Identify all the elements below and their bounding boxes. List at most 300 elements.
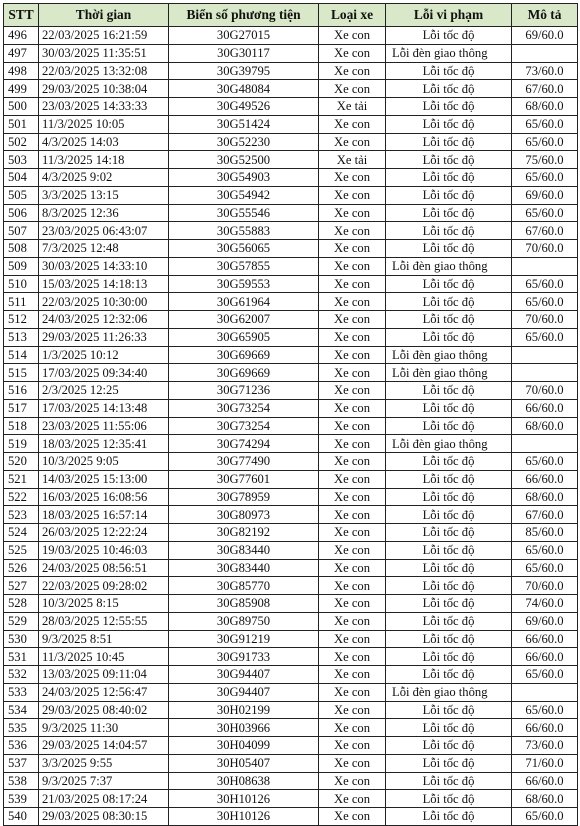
cell-description: 66/60.0 bbox=[512, 648, 578, 666]
cell-vehicle-type: Xe con bbox=[319, 257, 386, 275]
cell-vehicle-type: Xe con bbox=[319, 240, 386, 258]
cell-vehicle-type: Xe con bbox=[319, 648, 386, 666]
cell-time: 17/03/2025 09:34:40 bbox=[39, 364, 169, 382]
cell-description bbox=[512, 257, 578, 275]
cell-time: 9/3/2025 11:30 bbox=[39, 719, 169, 737]
cell-time: 19/03/2025 10:46:03 bbox=[39, 541, 169, 559]
cell-time: 29/03/2025 14:04:57 bbox=[39, 737, 169, 755]
cell-vehicle-type: Xe con bbox=[319, 133, 386, 151]
cell-plate: 30G55546 bbox=[169, 204, 319, 222]
cell-violation: Lỗi tốc độ bbox=[386, 772, 512, 790]
cell-time: 28/03/2025 12:55:55 bbox=[39, 612, 169, 630]
cell-stt: 539 bbox=[4, 790, 39, 808]
cell-plate: 30G30117 bbox=[169, 44, 319, 62]
cell-vehicle-type: Xe con bbox=[319, 612, 386, 630]
cell-violation: Lỗi tốc độ bbox=[386, 666, 512, 684]
cell-plate: 30G80973 bbox=[169, 506, 319, 524]
table-row bbox=[4, 80, 578, 98]
cell-vehicle-type: Xe con bbox=[319, 506, 386, 524]
cell-time: 3/3/2025 9:55 bbox=[39, 754, 169, 772]
cell-stt: 528 bbox=[4, 595, 39, 613]
header-plate: Biển số phương tiện bbox=[169, 4, 319, 27]
cell-stt: 522 bbox=[4, 488, 39, 506]
cell-time: 23/03/2025 14:33:33 bbox=[39, 98, 169, 116]
table-row bbox=[4, 98, 578, 116]
cell-plate: 30G78959 bbox=[169, 488, 319, 506]
header-time: Thời gian bbox=[39, 4, 169, 27]
cell-time: 18/03/2025 12:35:41 bbox=[39, 435, 169, 453]
cell-description: 75/60.0 bbox=[512, 151, 578, 169]
cell-stt: 536 bbox=[4, 737, 39, 755]
cell-plate: 30G62007 bbox=[169, 311, 319, 329]
cell-plate: 30G52500 bbox=[169, 151, 319, 169]
cell-description: 70/60.0 bbox=[512, 311, 578, 329]
cell-vehicle-type: Xe con bbox=[319, 417, 386, 435]
table-row bbox=[4, 506, 578, 524]
cell-time: 21/03/2025 08:17:24 bbox=[39, 790, 169, 808]
cell-time: 3/3/2025 13:15 bbox=[39, 186, 169, 204]
cell-vehicle-type: Xe con bbox=[319, 328, 386, 346]
cell-stt: 537 bbox=[4, 754, 39, 772]
table-row bbox=[4, 399, 578, 417]
cell-violation: Lỗi tốc độ bbox=[386, 595, 512, 613]
table-row bbox=[4, 311, 578, 329]
cell-time: 23/03/2025 11:55:06 bbox=[39, 417, 169, 435]
cell-violation: Lỗi tốc độ bbox=[386, 630, 512, 648]
cell-description: 74/60.0 bbox=[512, 595, 578, 613]
cell-time: 11/3/2025 10:05 bbox=[39, 115, 169, 133]
cell-description: 68/60.0 bbox=[512, 790, 578, 808]
cell-plate: 30G61964 bbox=[169, 293, 319, 311]
cell-plate: 30G74294 bbox=[169, 435, 319, 453]
cell-stt: 533 bbox=[4, 683, 39, 701]
cell-plate: 30G71236 bbox=[169, 382, 319, 400]
cell-description: 65/60.0 bbox=[512, 133, 578, 151]
cell-vehicle-type: Xe con bbox=[319, 772, 386, 790]
cell-plate: 30H04099 bbox=[169, 737, 319, 755]
cell-vehicle-type: Xe con bbox=[319, 790, 386, 808]
cell-description: 66/60.0 bbox=[512, 630, 578, 648]
cell-violation: Lỗi tốc độ bbox=[386, 204, 512, 222]
cell-stt: 501 bbox=[4, 115, 39, 133]
cell-time: 30/03/2025 14:33:10 bbox=[39, 257, 169, 275]
cell-description: 85/60.0 bbox=[512, 524, 578, 542]
cell-stt: 532 bbox=[4, 666, 39, 684]
cell-description: 70/60.0 bbox=[512, 382, 578, 400]
table-row bbox=[4, 488, 578, 506]
table-row bbox=[4, 790, 578, 808]
cell-plate: 30H02199 bbox=[169, 701, 319, 719]
cell-description: 65/60.0 bbox=[512, 541, 578, 559]
cell-violation: Lỗi tốc độ bbox=[386, 382, 512, 400]
cell-vehicle-type: Xe tải bbox=[319, 151, 386, 169]
table-row bbox=[4, 559, 578, 577]
cell-plate: 30G54942 bbox=[169, 186, 319, 204]
cell-stt: 503 bbox=[4, 151, 39, 169]
table-row bbox=[4, 666, 578, 684]
cell-time: 24/03/2025 08:56:51 bbox=[39, 559, 169, 577]
table-row bbox=[4, 169, 578, 187]
table-row bbox=[4, 275, 578, 293]
cell-plate: 30G49526 bbox=[169, 98, 319, 116]
cell-violation: Lỗi tốc độ bbox=[386, 417, 512, 435]
cell-description: 68/60.0 bbox=[512, 488, 578, 506]
cell-vehicle-type: Xe con bbox=[319, 808, 386, 826]
cell-time: 11/3/2025 14:18 bbox=[39, 151, 169, 169]
cell-plate: 30G85770 bbox=[169, 577, 319, 595]
cell-description: 71/60.0 bbox=[512, 754, 578, 772]
cell-violation: Lỗi tốc độ bbox=[386, 506, 512, 524]
cell-stt: 517 bbox=[4, 399, 39, 417]
cell-stt: 496 bbox=[4, 27, 39, 45]
cell-time: 29/03/2025 08:30:15 bbox=[39, 808, 169, 826]
cell-plate: 30G65905 bbox=[169, 328, 319, 346]
cell-plate: 30G73254 bbox=[169, 417, 319, 435]
cell-violation: Lỗi tốc độ bbox=[386, 648, 512, 666]
cell-violation: Lỗi tốc độ bbox=[386, 488, 512, 506]
cell-time: 9/3/2025 7:37 bbox=[39, 772, 169, 790]
table-row bbox=[4, 701, 578, 719]
cell-vehicle-type: Xe con bbox=[319, 683, 386, 701]
table-row bbox=[4, 62, 578, 80]
table-row bbox=[4, 808, 578, 826]
cell-time: 22/03/2025 10:30:00 bbox=[39, 293, 169, 311]
cell-vehicle-type: Xe con bbox=[319, 115, 386, 133]
cell-violation: Lỗi tốc độ bbox=[386, 293, 512, 311]
cell-vehicle-type: Xe con bbox=[319, 222, 386, 240]
cell-time: 24/03/2025 12:32:06 bbox=[39, 311, 169, 329]
cell-violation: Lỗi tốc độ bbox=[386, 151, 512, 169]
cell-plate: 30G69669 bbox=[169, 364, 319, 382]
cell-plate: 30G94407 bbox=[169, 666, 319, 684]
cell-violation: Lỗi tốc độ bbox=[386, 275, 512, 293]
cell-time: 29/03/2025 08:40:02 bbox=[39, 701, 169, 719]
cell-time: 22/03/2025 13:32:08 bbox=[39, 62, 169, 80]
table-row bbox=[4, 115, 578, 133]
cell-description: 73/60.0 bbox=[512, 737, 578, 755]
cell-stt: 514 bbox=[4, 346, 39, 364]
cell-violation: Lỗi đèn giao thông bbox=[386, 364, 512, 382]
cell-description: 69/60.0 bbox=[512, 612, 578, 630]
cell-description: 68/60.0 bbox=[512, 98, 578, 116]
cell-vehicle-type: Xe con bbox=[319, 524, 386, 542]
cell-plate: 30G51424 bbox=[169, 115, 319, 133]
table-row bbox=[4, 417, 578, 435]
cell-description: 66/60.0 bbox=[512, 470, 578, 488]
cell-vehicle-type: Xe con bbox=[319, 666, 386, 684]
cell-vehicle-type: Xe con bbox=[319, 204, 386, 222]
cell-vehicle-type: Xe con bbox=[319, 737, 386, 755]
cell-description: 66/60.0 bbox=[512, 772, 578, 790]
cell-plate: 30H05407 bbox=[169, 754, 319, 772]
cell-vehicle-type: Xe con bbox=[319, 382, 386, 400]
table-row bbox=[4, 577, 578, 595]
cell-plate: 30G69669 bbox=[169, 346, 319, 364]
table-row bbox=[4, 364, 578, 382]
cell-stt: 512 bbox=[4, 311, 39, 329]
table-row bbox=[4, 612, 578, 630]
cell-description bbox=[512, 346, 578, 364]
table-row bbox=[4, 719, 578, 737]
cell-vehicle-type: Xe con bbox=[319, 399, 386, 417]
cell-stt: 510 bbox=[4, 275, 39, 293]
cell-time: 7/3/2025 12:48 bbox=[39, 240, 169, 258]
table-row bbox=[4, 133, 578, 151]
table-row bbox=[4, 524, 578, 542]
cell-plate: 30G83440 bbox=[169, 541, 319, 559]
table-row bbox=[4, 630, 578, 648]
cell-violation: Lỗi đèn giao thông bbox=[386, 346, 512, 364]
table-row bbox=[4, 541, 578, 559]
cell-violation: Lỗi tốc độ bbox=[386, 754, 512, 772]
cell-time: 29/03/2025 10:38:04 bbox=[39, 80, 169, 98]
cell-vehicle-type: Xe con bbox=[319, 80, 386, 98]
cell-vehicle-type: Xe con bbox=[319, 435, 386, 453]
cell-stt: 518 bbox=[4, 417, 39, 435]
cell-vehicle-type: Xe con bbox=[319, 169, 386, 187]
table-row bbox=[4, 204, 578, 222]
cell-time: 18/03/2025 16:57:14 bbox=[39, 506, 169, 524]
table-row bbox=[4, 683, 578, 701]
table-row bbox=[4, 27, 578, 45]
header-row bbox=[4, 4, 578, 27]
cell-time: 17/03/2025 14:13:48 bbox=[39, 399, 169, 417]
cell-violation: Lỗi tốc độ bbox=[386, 98, 512, 116]
header-description: Mô tả bbox=[512, 4, 578, 27]
cell-vehicle-type: Xe con bbox=[319, 470, 386, 488]
table-row bbox=[4, 222, 578, 240]
cell-vehicle-type: Xe con bbox=[319, 275, 386, 293]
table-row bbox=[4, 328, 578, 346]
cell-plate: 30G27015 bbox=[169, 27, 319, 45]
cell-violation: Lỗi tốc độ bbox=[386, 80, 512, 98]
cell-description: 70/60.0 bbox=[512, 240, 578, 258]
cell-stt: 500 bbox=[4, 98, 39, 116]
table-row bbox=[4, 293, 578, 311]
cell-plate: 30G91733 bbox=[169, 648, 319, 666]
cell-description: 65/60.0 bbox=[512, 328, 578, 346]
table-row bbox=[4, 186, 578, 204]
cell-violation: Lỗi đèn giao thông bbox=[386, 257, 512, 275]
cell-stt: 498 bbox=[4, 62, 39, 80]
cell-violation: Lỗi tốc độ bbox=[386, 577, 512, 595]
cell-stt: 499 bbox=[4, 80, 39, 98]
cell-stt: 521 bbox=[4, 470, 39, 488]
header-violation: Lỗi vi phạm bbox=[386, 4, 512, 27]
cell-stt: 538 bbox=[4, 772, 39, 790]
cell-description: 70/60.0 bbox=[512, 577, 578, 595]
cell-vehicle-type: Xe con bbox=[319, 186, 386, 204]
cell-vehicle-type: Xe con bbox=[319, 62, 386, 80]
cell-vehicle-type: Xe con bbox=[319, 453, 386, 471]
cell-violation: Lỗi tốc độ bbox=[386, 808, 512, 826]
cell-violation: Lỗi tốc độ bbox=[386, 737, 512, 755]
table-row bbox=[4, 151, 578, 169]
cell-time: 22/03/2025 16:21:59 bbox=[39, 27, 169, 45]
cell-description bbox=[512, 364, 578, 382]
cell-time: 24/03/2025 12:56:47 bbox=[39, 683, 169, 701]
cell-plate: 30G54903 bbox=[169, 169, 319, 187]
cell-stt: 535 bbox=[4, 719, 39, 737]
cell-plate: 30G73254 bbox=[169, 399, 319, 417]
cell-description: 65/60.0 bbox=[512, 559, 578, 577]
cell-time: 8/3/2025 12:36 bbox=[39, 204, 169, 222]
cell-time: 30/03/2025 11:35:51 bbox=[39, 44, 169, 62]
cell-plate: 30H03966 bbox=[169, 719, 319, 737]
cell-description bbox=[512, 44, 578, 62]
cell-plate: 30G85908 bbox=[169, 595, 319, 613]
cell-stt: 530 bbox=[4, 630, 39, 648]
cell-violation: Lỗi tốc độ bbox=[386, 719, 512, 737]
cell-plate: 30G94407 bbox=[169, 683, 319, 701]
cell-violation: Lỗi tốc độ bbox=[386, 701, 512, 719]
cell-plate: 30G77490 bbox=[169, 453, 319, 471]
cell-plate: 30G83440 bbox=[169, 559, 319, 577]
table-row bbox=[4, 754, 578, 772]
cell-time: 4/3/2025 9:02 bbox=[39, 169, 169, 187]
violations-table bbox=[3, 3, 578, 826]
cell-time: 26/03/2025 12:22:24 bbox=[39, 524, 169, 542]
cell-plate: 30G59553 bbox=[169, 275, 319, 293]
cell-time: 14/03/2025 15:13:00 bbox=[39, 470, 169, 488]
cell-violation: Lỗi đèn giao thông bbox=[386, 683, 512, 701]
cell-stt: 534 bbox=[4, 701, 39, 719]
cell-time: 2/3/2025 12:25 bbox=[39, 382, 169, 400]
cell-time: 11/3/2025 10:45 bbox=[39, 648, 169, 666]
cell-violation: Lỗi tốc độ bbox=[386, 453, 512, 471]
cell-violation: Lỗi tốc độ bbox=[386, 524, 512, 542]
cell-description: 67/60.0 bbox=[512, 222, 578, 240]
cell-stt: 502 bbox=[4, 133, 39, 151]
cell-violation: Lỗi tốc độ bbox=[386, 133, 512, 151]
cell-stt: 504 bbox=[4, 169, 39, 187]
cell-description: 65/60.0 bbox=[512, 453, 578, 471]
cell-violation: Lỗi tốc độ bbox=[386, 186, 512, 204]
cell-violation: Lỗi tốc độ bbox=[386, 62, 512, 80]
cell-vehicle-type: Xe tải bbox=[319, 98, 386, 116]
cell-vehicle-type: Xe con bbox=[319, 559, 386, 577]
cell-plate: 30G57855 bbox=[169, 257, 319, 275]
cell-vehicle-type: Xe con bbox=[319, 754, 386, 772]
cell-description: 65/60.0 bbox=[512, 204, 578, 222]
table-row bbox=[4, 435, 578, 453]
cell-violation: Lỗi tốc độ bbox=[386, 559, 512, 577]
cell-vehicle-type: Xe con bbox=[319, 311, 386, 329]
cell-time: 10/3/2025 8:15 bbox=[39, 595, 169, 613]
cell-stt: 505 bbox=[4, 186, 39, 204]
cell-stt: 508 bbox=[4, 240, 39, 258]
cell-stt: 507 bbox=[4, 222, 39, 240]
cell-plate: 30H10126 bbox=[169, 808, 319, 826]
cell-vehicle-type: Xe con bbox=[319, 630, 386, 648]
cell-description: 73/60.0 bbox=[512, 62, 578, 80]
table-row bbox=[4, 346, 578, 364]
cell-time: 29/03/2025 11:26:33 bbox=[39, 328, 169, 346]
table-row bbox=[4, 648, 578, 666]
cell-time: 9/3/2025 8:51 bbox=[39, 630, 169, 648]
cell-vehicle-type: Xe con bbox=[319, 364, 386, 382]
cell-plate: 30G82192 bbox=[169, 524, 319, 542]
cell-stt: 525 bbox=[4, 541, 39, 559]
cell-violation: Lỗi tốc độ bbox=[386, 612, 512, 630]
cell-stt: 511 bbox=[4, 293, 39, 311]
cell-stt: 519 bbox=[4, 435, 39, 453]
cell-description: 66/60.0 bbox=[512, 719, 578, 737]
header-vehicle-type: Loại xe bbox=[319, 4, 386, 27]
cell-violation: Lỗi tốc độ bbox=[386, 222, 512, 240]
header-stt: STT bbox=[4, 4, 39, 27]
cell-violation: Lỗi tốc độ bbox=[386, 399, 512, 417]
cell-stt: 506 bbox=[4, 204, 39, 222]
cell-vehicle-type: Xe con bbox=[319, 701, 386, 719]
cell-violation: Lỗi tốc độ bbox=[386, 328, 512, 346]
table-row bbox=[4, 240, 578, 258]
cell-description: 65/60.0 bbox=[512, 701, 578, 719]
table-row bbox=[4, 595, 578, 613]
cell-violation: Lỗi đèn giao thông bbox=[386, 435, 512, 453]
table-body bbox=[4, 27, 578, 826]
cell-violation: Lỗi tốc độ bbox=[386, 470, 512, 488]
cell-time: 15/03/2025 14:18:13 bbox=[39, 275, 169, 293]
table-row bbox=[4, 772, 578, 790]
cell-description: 65/60.0 bbox=[512, 275, 578, 293]
cell-plate: 30G48084 bbox=[169, 80, 319, 98]
table-row bbox=[4, 257, 578, 275]
cell-description: 65/60.0 bbox=[512, 169, 578, 187]
cell-violation: Lỗi tốc độ bbox=[386, 311, 512, 329]
cell-violation: Lỗi tốc độ bbox=[386, 169, 512, 187]
cell-description: 67/60.0 bbox=[512, 506, 578, 524]
cell-plate: 30G55883 bbox=[169, 222, 319, 240]
cell-stt: 529 bbox=[4, 612, 39, 630]
cell-violation: Lỗi tốc độ bbox=[386, 115, 512, 133]
cell-plate: 30G89750 bbox=[169, 612, 319, 630]
cell-description: 65/60.0 bbox=[512, 115, 578, 133]
cell-time: 23/03/2025 06:43:07 bbox=[39, 222, 169, 240]
cell-stt: 524 bbox=[4, 524, 39, 542]
cell-description: 65/60.0 bbox=[512, 666, 578, 684]
table-row bbox=[4, 453, 578, 471]
cell-stt: 531 bbox=[4, 648, 39, 666]
cell-vehicle-type: Xe con bbox=[319, 346, 386, 364]
cell-description: 67/60.0 bbox=[512, 80, 578, 98]
cell-time: 22/03/2025 09:28:02 bbox=[39, 577, 169, 595]
cell-violation: Lỗi tốc độ bbox=[386, 541, 512, 559]
cell-description: 65/60.0 bbox=[512, 808, 578, 826]
cell-stt: 516 bbox=[4, 382, 39, 400]
cell-vehicle-type: Xe con bbox=[319, 293, 386, 311]
cell-stt: 540 bbox=[4, 808, 39, 826]
cell-violation: Lỗi tốc độ bbox=[386, 27, 512, 45]
cell-stt: 513 bbox=[4, 328, 39, 346]
cell-plate: 30H10126 bbox=[169, 790, 319, 808]
cell-vehicle-type: Xe con bbox=[319, 541, 386, 559]
cell-stt: 526 bbox=[4, 559, 39, 577]
cell-stt: 497 bbox=[4, 44, 39, 62]
cell-time: 10/3/2025 9:05 bbox=[39, 453, 169, 471]
cell-plate: 30H08638 bbox=[169, 772, 319, 790]
cell-stt: 523 bbox=[4, 506, 39, 524]
cell-vehicle-type: Xe con bbox=[319, 719, 386, 737]
cell-description bbox=[512, 683, 578, 701]
cell-plate: 30G39795 bbox=[169, 62, 319, 80]
cell-time: 1/3/2025 10:12 bbox=[39, 346, 169, 364]
table-row bbox=[4, 44, 578, 62]
cell-stt: 509 bbox=[4, 257, 39, 275]
cell-plate: 30G52230 bbox=[169, 133, 319, 151]
cell-vehicle-type: Xe con bbox=[319, 577, 386, 595]
cell-description bbox=[512, 435, 578, 453]
